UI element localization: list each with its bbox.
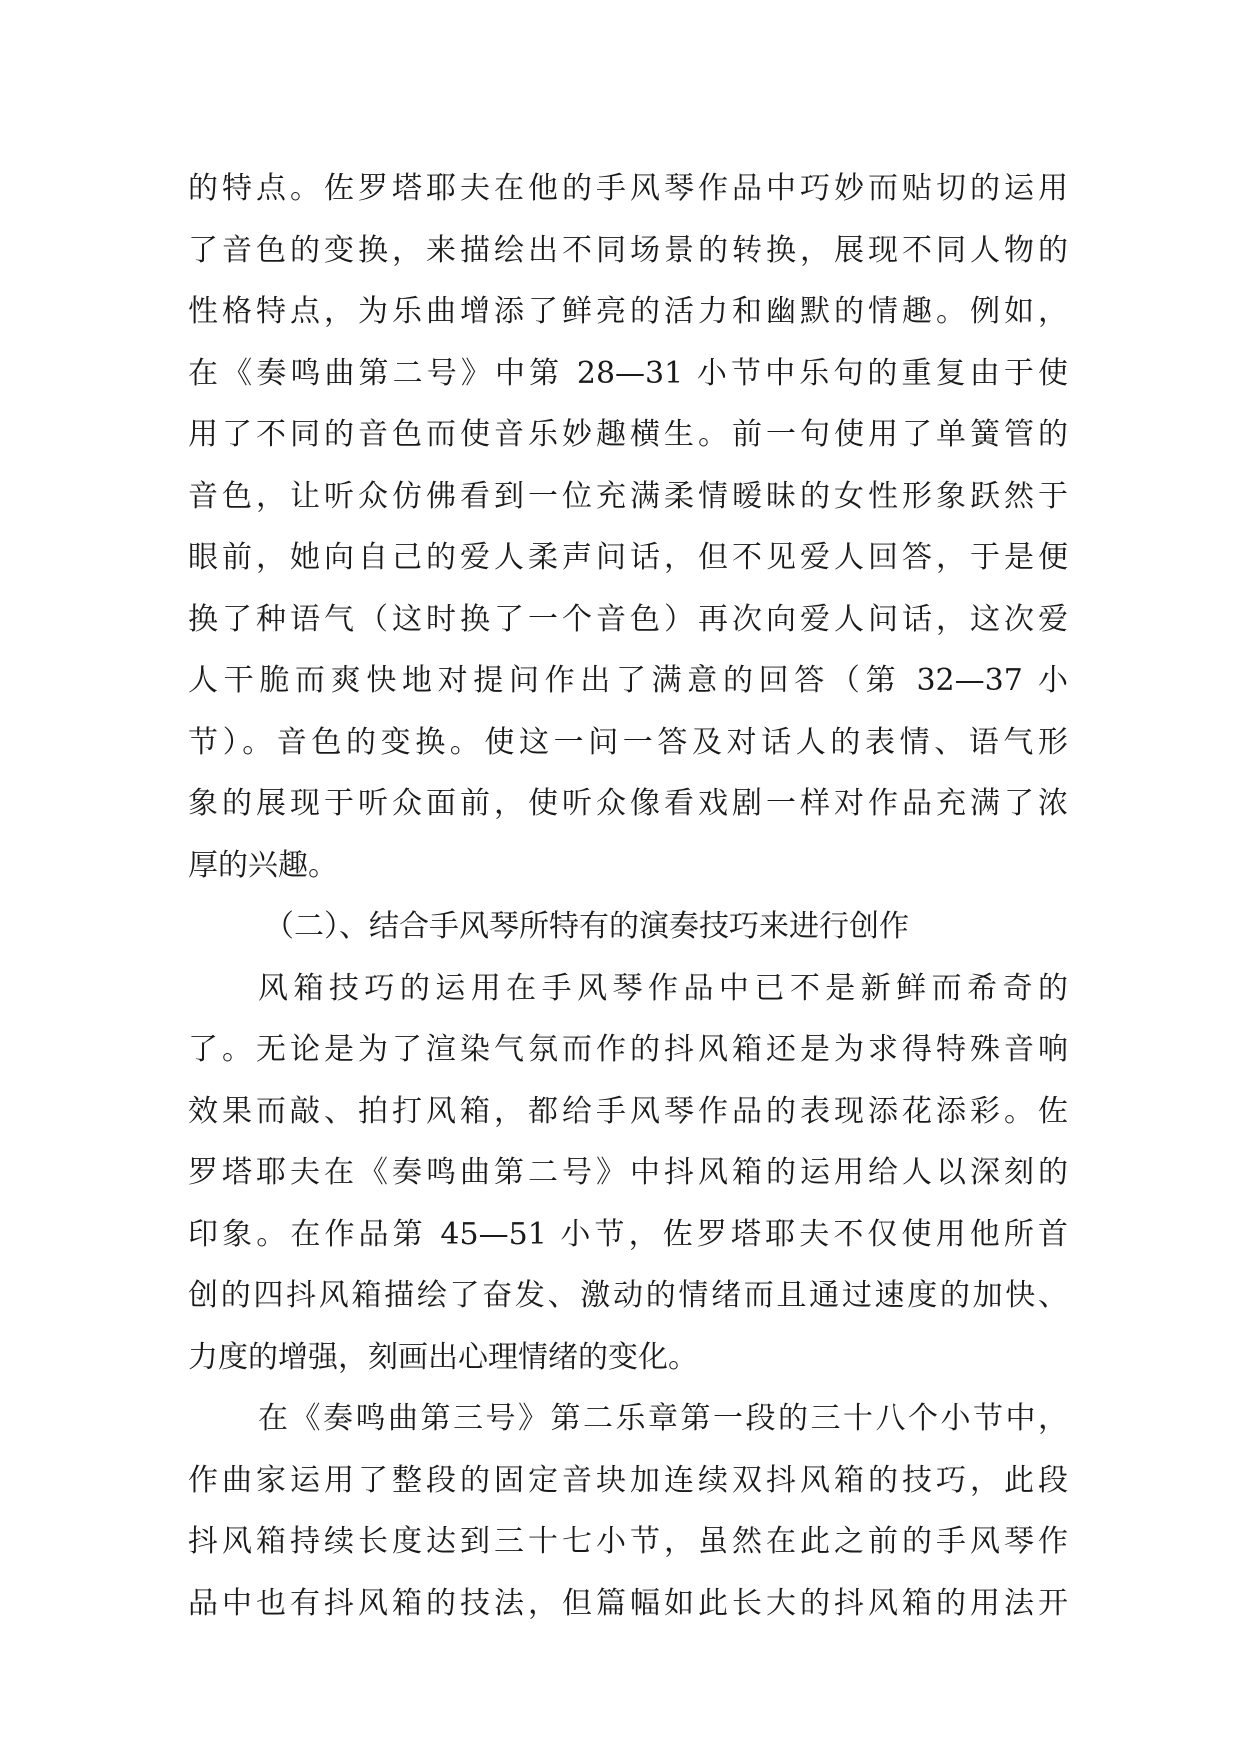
text-line: 在《奏鸣曲第二号》中第 28—31 小节中乐句的重复由于使 [188,355,1068,391]
text-line: 性格特点，为乐曲增添了鲜亮的活力和幽默的情趣。例如， [188,294,1068,329]
text-line: 品中也有抖风箱的技法，但篇幅如此长大的抖风箱的用法开 [188,1585,1068,1621]
text-line: 用了不同的音色而使音乐妙趣横生。前一句使用了单簧管的 [188,417,1068,452]
text-line: 创的四抖风箱描绘了奋发、激动的情绪而且通过速度的加快、 [188,1278,1068,1313]
section-heading: （二）、结合手风琴所特有的演奏技巧来进行创作 [264,909,909,944]
text-line: 力度的增强，刻画出心理情绪的变化。 [188,1339,698,1375]
text-line: 节）。音色的变换。使这一问一答及对话人的表情、语气形 [188,724,1068,760]
body-text [188,158,1068,1634]
text-line: 印象。在作品第 45—51 小节，佐罗塔耶夫不仅使用他所首 [188,1216,1068,1252]
text-line: 在《奏鸣曲第三号》第二乐章第一段的三十八个小节中， [258,1401,1068,1436]
text-line: 风箱技巧的运用在手风琴作品中已不是新鲜而希奇的 [258,970,1068,1006]
text-line: 罗塔耶夫在《奏鸣曲第二号》中抖风箱的运用给人以深刻的 [188,1155,1068,1190]
text-line: 眼前，她向自己的爱人柔声问话，但不见爱人回答，于是便 [188,540,1068,575]
text-line: 了。无论是为了渲染气氛而作的抖风箱还是为求得特殊音响 [188,1032,1068,1067]
text-line: 抖风箱持续长度达到三十七小节，虽然在此之前的手风琴作 [188,1524,1068,1559]
text-line: 象的展现于听众面前，使听众像看戏剧一样对作品充满了浓 [188,786,1068,821]
text-line: 作曲家运用了整段的固定音块加连续双抖风箱的技巧，此段 [188,1462,1068,1498]
text-line: 厚的兴趣。 [188,847,338,883]
text-line: 的特点。佐罗塔耶夫在他的手风琴作品中巧妙而贴切的运用 [188,171,1068,206]
text-line: 音色，让听众仿佛看到一位充满柔情暧昧的女性形象跃然于 [188,478,1068,514]
text-line: 效果而敲、拍打风箱，都给手风琴作品的表现添花添彩。佐 [188,1093,1068,1129]
text-line: 了音色的变换，来描绘出不同场景的转换，展现不同人物的 [188,232,1068,268]
text-line: 人干脆而爽快地对提问作出了满意的回答（第 32—37 小 [188,663,1068,698]
text-line: 换了种语气（这时换了一个音色）再次向爱人问话，这次爱 [188,601,1068,637]
